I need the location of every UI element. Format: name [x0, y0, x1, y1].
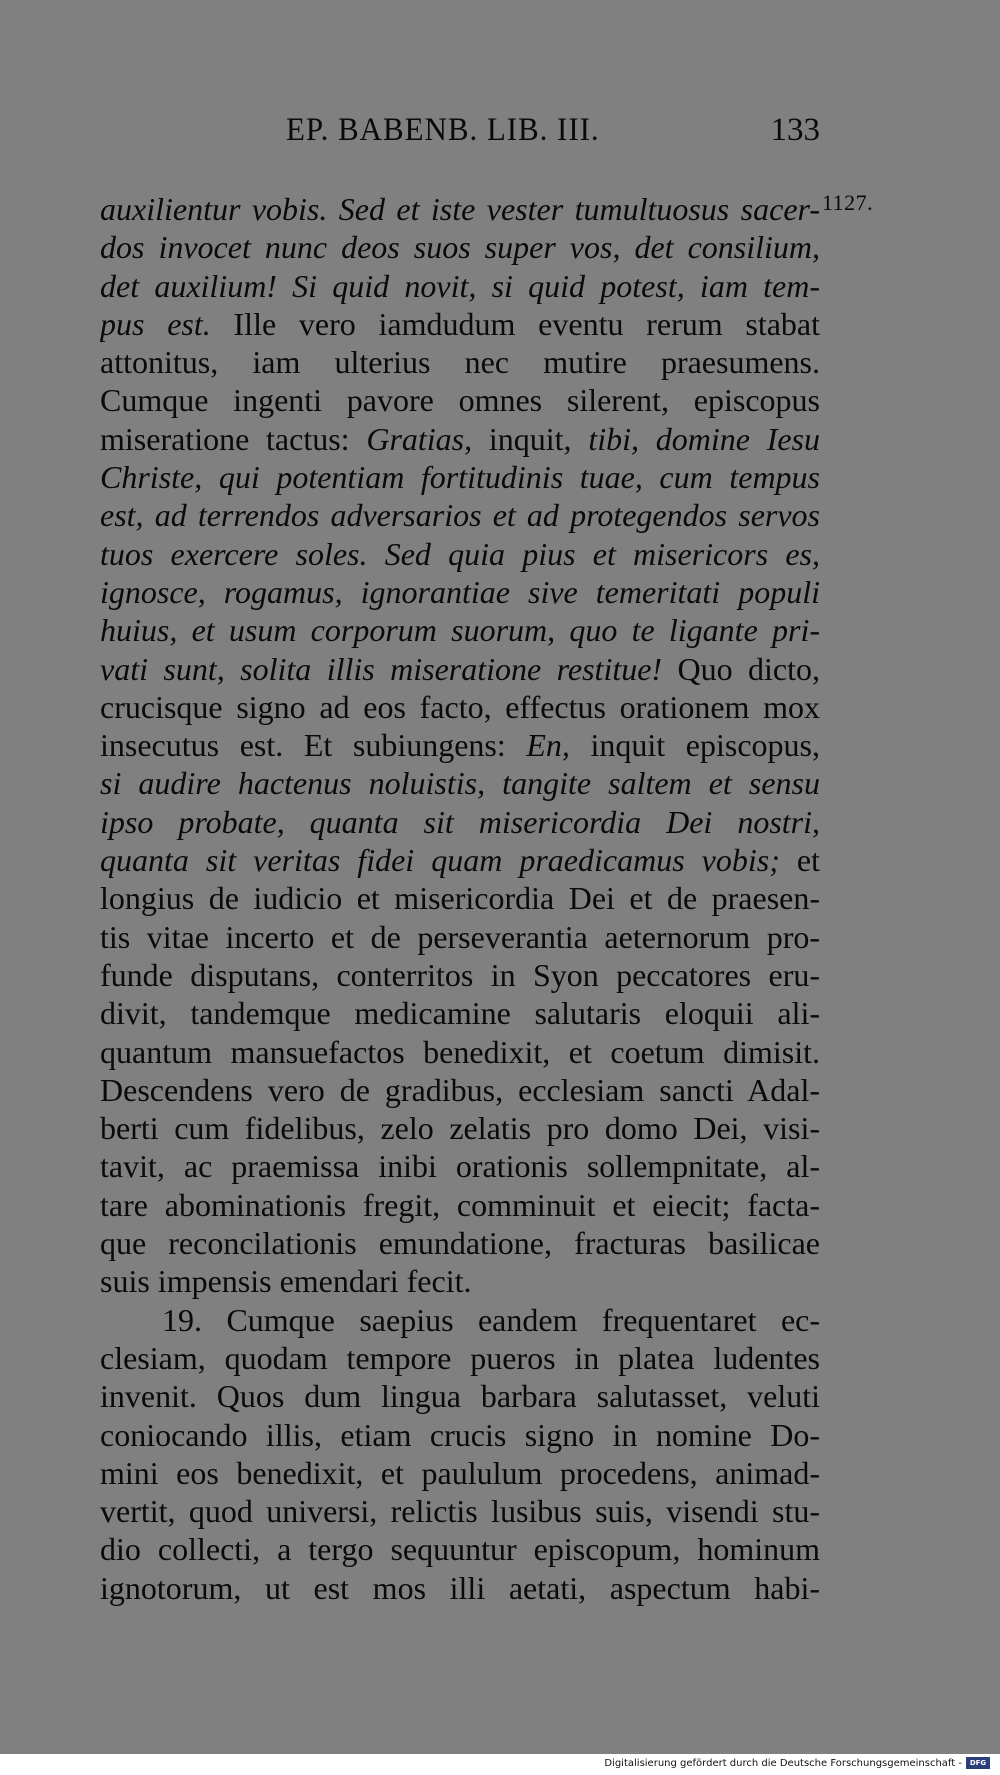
- page-number: 133: [770, 112, 820, 148]
- text-run: que reconcilationis emundatione, fracturas basilicae: [100, 1225, 820, 1262]
- italic-text-run: En,: [526, 727, 570, 764]
- dfg-logo: DFG: [966, 1757, 990, 1769]
- italic-text-run: det auxilium! Si quid novit, si quid potest, iam tem-: [100, 267, 820, 304]
- text-run: crucisque signo ad eos facto, effectus orationem mox: [100, 688, 820, 725]
- text-line: [100, 1454, 820, 1492]
- text-line: [100, 496, 820, 534]
- text-run: inquit episcopus,: [569, 727, 820, 764]
- italic-text-run: ipso probate, quanta sit misericordia Dei nostri,: [100, 803, 820, 840]
- text-run: Ille vero iamdudum eventu rerum stabat: [210, 305, 820, 342]
- text-run: ignotorum, ut est mos illi aetati, aspectum habi-: [100, 1569, 820, 1606]
- text-run: insecutus est. Et subiungens:: [100, 727, 527, 764]
- text-run: berti cum fidelibus, zelo zelatis pro domo Dei, visi-: [100, 1110, 820, 1147]
- text-run: longius de iudicio et misericordia Dei et de praesen-: [100, 880, 820, 917]
- text-line: [100, 1147, 820, 1185]
- text-line: [100, 1416, 820, 1454]
- text-line: [100, 381, 820, 419]
- italic-text-run: tuos exercere soles. Sed quia pius et misericors es,: [100, 535, 820, 572]
- footer-credit-text: Digitalisierung gefördert durch die Deutsche Forschungsgemeinschaft -: [604, 1757, 962, 1769]
- text-line: [100, 611, 820, 649]
- text-line: [100, 190, 820, 228]
- text-run: attonitus, iam ulterius nec mutire praesumens.: [100, 344, 820, 381]
- text-line: [100, 918, 820, 956]
- text-line: [100, 764, 820, 802]
- text-run: miseratione tactus:: [100, 420, 367, 457]
- italic-text-run: quanta sit veritas fidei quam praedicamus vobis;: [100, 842, 780, 879]
- text-line: [100, 1224, 820, 1262]
- text-run: divit, tandemque medicamine salutaris eloquii ali-: [100, 995, 820, 1032]
- margin-year-note: 1127.: [822, 190, 874, 215]
- text-line: [100, 458, 820, 496]
- text-line: [100, 1262, 820, 1300]
- text-line: [100, 803, 820, 841]
- italic-text-run: vati sunt, solita illis miseratione restitue!: [100, 650, 663, 687]
- text-run: clesiam, quodam tempore pueros in platea ludentes: [100, 1339, 820, 1376]
- text-line: [100, 1071, 820, 1109]
- text-line: [100, 343, 820, 381]
- text-line: [100, 650, 820, 688]
- italic-text-run: Christe, qui potentiam fortitudinis tuae, cum tempus: [100, 459, 820, 496]
- text-line: [100, 1109, 820, 1147]
- text-run: 19. Cumque saepius eandem frequentaret ec-: [162, 1301, 820, 1338]
- text-line: [100, 1530, 820, 1568]
- text-line: [100, 879, 820, 917]
- italic-text-run: auxilientur vobis. Sed et iste vester tumultuosus sacer-: [100, 191, 820, 227]
- text-run: vertit, quod universi, relictis lusibus suis, visendi stu-: [100, 1493, 820, 1530]
- text-line: [100, 420, 820, 458]
- page-header: [100, 112, 820, 162]
- text-line: [100, 267, 820, 305]
- text-line: [100, 535, 820, 573]
- footer-credit: [604, 1757, 990, 1769]
- italic-text-run: ignosce, rogamus, ignorantiae sive temeritati populi: [100, 573, 820, 610]
- text-run: mini eos benedixit, et paululum procedens, animad-: [100, 1454, 820, 1491]
- text-run: tavit, ac praemissa inibi orationis sollempnitate, al-: [100, 1148, 820, 1185]
- text-line: [100, 994, 820, 1032]
- text-line: [100, 1186, 820, 1224]
- text-line: [100, 1339, 820, 1377]
- text-run: coniocando illis, etiam crucis signo in nomine Do-: [100, 1416, 820, 1453]
- text-line: [100, 841, 820, 879]
- italic-text-run: dos invocet nunc deos suos super vos, det consilium,: [100, 229, 820, 266]
- text-run: quantum mansuefactos benedixit, et coetum dimisit.: [100, 1033, 820, 1070]
- text-run: funde disputans, conterritos in Syon peccatores eru-: [100, 956, 820, 993]
- text-line: [100, 956, 820, 994]
- text-run: tare abominationis fregit, comminuit et eiecit; facta-: [100, 1186, 820, 1223]
- text-run: et: [779, 842, 820, 879]
- text-run: suis impensis emendari fecit.: [100, 1263, 472, 1300]
- text-line: [100, 1301, 820, 1339]
- text-run: Cumque ingenti pavore omnes silerent, episcopus: [100, 382, 820, 419]
- text-run: Quo dicto,: [662, 650, 820, 687]
- body-text: [100, 190, 820, 1607]
- italic-text-run: tibi, domine Iesu: [588, 420, 820, 457]
- text-run: Descendens vero de gradibus, ecclesiam sancti Adal-: [100, 1071, 820, 1108]
- italic-text-run: est, ad terrendos adversarios et ad protegendos servos: [100, 497, 820, 534]
- italic-text-run: pus est.: [100, 305, 211, 342]
- text-line: [100, 726, 820, 764]
- text-line: [100, 1569, 820, 1607]
- text-line: [100, 1377, 820, 1415]
- text-run: invenit. Quos dum lingua barbara salutasset, veluti: [100, 1378, 820, 1415]
- text-line: [100, 228, 820, 266]
- italic-text-run: huius, et usum corporum suorum, quo te ligante pri-: [100, 612, 820, 649]
- text-run: inquit,: [472, 420, 589, 457]
- text-line: [100, 573, 820, 611]
- text-run: dio collecti, a tergo sequuntur episcopum, hominum: [100, 1531, 820, 1568]
- italic-text-run: Gratias,: [366, 420, 473, 457]
- text-line: [100, 1492, 820, 1530]
- text-line: [100, 688, 820, 726]
- italic-text-run: si audire hactenus noluistis, tangite saltem et sensu: [100, 765, 820, 802]
- running-title: EP. BABENB. LIB. III.: [286, 112, 600, 148]
- text-run: tis vitae incerto et de perseverantia aeternorum pro-: [100, 918, 820, 955]
- text-line: [100, 1033, 820, 1071]
- text-line: [100, 305, 820, 343]
